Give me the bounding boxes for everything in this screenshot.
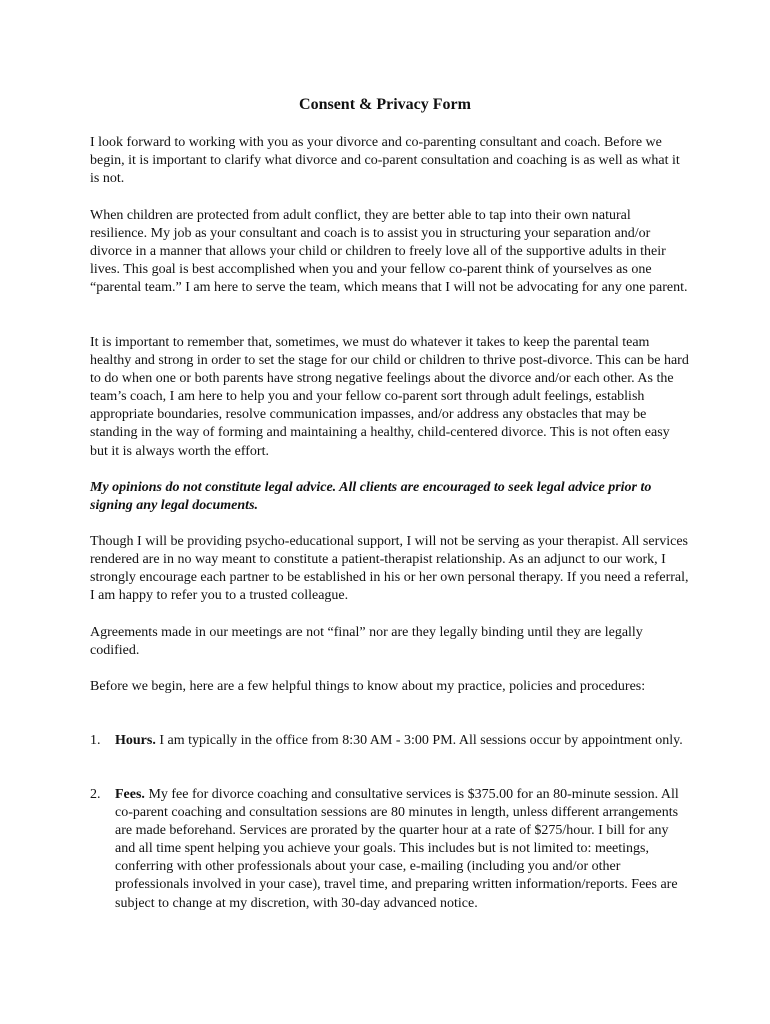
legal-advice-notice: My opinions do not constitute legal advice. All clients are encouraged to seek legal advice prior to signing any legal documents. — [90, 480, 652, 514]
list-item-heading: Hours. — [115, 733, 156, 748]
list-number: 2. — [90, 787, 101, 802]
list-item-body — [115, 786, 690, 913]
list-item-text: My fee for divorce coaching and consultative services is $375.00 for an 80-minute session. All co-parent coaching and consultation sessions are 80 minutes in length, unless different arrangements are made beforehand. Services are prorated by the quarter hour at a rate of $275/hour. I bill for any and all time spent helping you achieve your goals. This includes but is not limited to: meetings, conferring with other professionals about your case, e-mailing (including you and/or other professionals involved in your case), travel time, and preparing written information/reports. Fees are subject to change at my discretion, with 30-day advanced notice. — [115, 787, 679, 911]
list-item-text: I am typically in the office from 8:30 AM - 3:00 PM. All sessions occur by appointment only. — [155, 733, 683, 748]
therapy-disclaimer-paragraph: Though I will be providing psycho-educational support, I will not be serving as your therapist. All services rendered are in no way meant to constitute a patient-therapist relationship. As an adjunct to our work, I strongly encourage each partner to be established in his or her own personal therapy. If you need a referral, I am happy to refer you to a trusted colleague. — [90, 534, 689, 604]
document-title: Consent & Privacy Form — [299, 96, 471, 113]
parental-team-paragraph: It is important to remember that, sometimes, we must do whatever it takes to keep the parental team healthy and strong in order to set the stage for our child or children to thrive post-divorce. This can be hard to do when one or both parents have strong negative feelings about the divorce and/or each other. As the team’s coach, I am here to help you and your fellow co-parent sort through adult feelings, establish appropriate boundaries, resolve communication impasses, and/or address any obstacles that may be standing in the way of forming and maintaining a healthy, child-centered divorce. This is not often easy but it is always worth the effort. — [90, 335, 689, 459]
children-protection-paragraph: When children are protected from adult conflict, they are better able to tap into their own natural resilience. My job as your consultant and coach is to assist you in structuring your separation and/or divorce in a manner that allows your child or children to freely love all of the supportive adults in their lives. This goal is best accomplished when you and your fellow co-parent think of yourselves as one “parental team.” I am here to serve the team, which means that I will not be advocating for any one parent. — [90, 208, 688, 296]
list-item-body — [115, 732, 690, 750]
list-number: 1. — [90, 733, 101, 748]
list-item-heading: Fees. — [115, 787, 145, 802]
policies-intro-paragraph: Before we begin, here are a few helpful things to know about my practice, policies and procedures: — [90, 679, 646, 694]
agreements-paragraph: Agreements made in our meetings are not “final” nor are they legally binding until they are legally codified. — [90, 625, 643, 659]
intro-paragraph: I look forward to working with you as your divorce and co-parenting consultant and coach. Before we begin, it is important to clarify what divorce and co-parent consultation and coaching is as well as what it is not. — [90, 135, 680, 187]
